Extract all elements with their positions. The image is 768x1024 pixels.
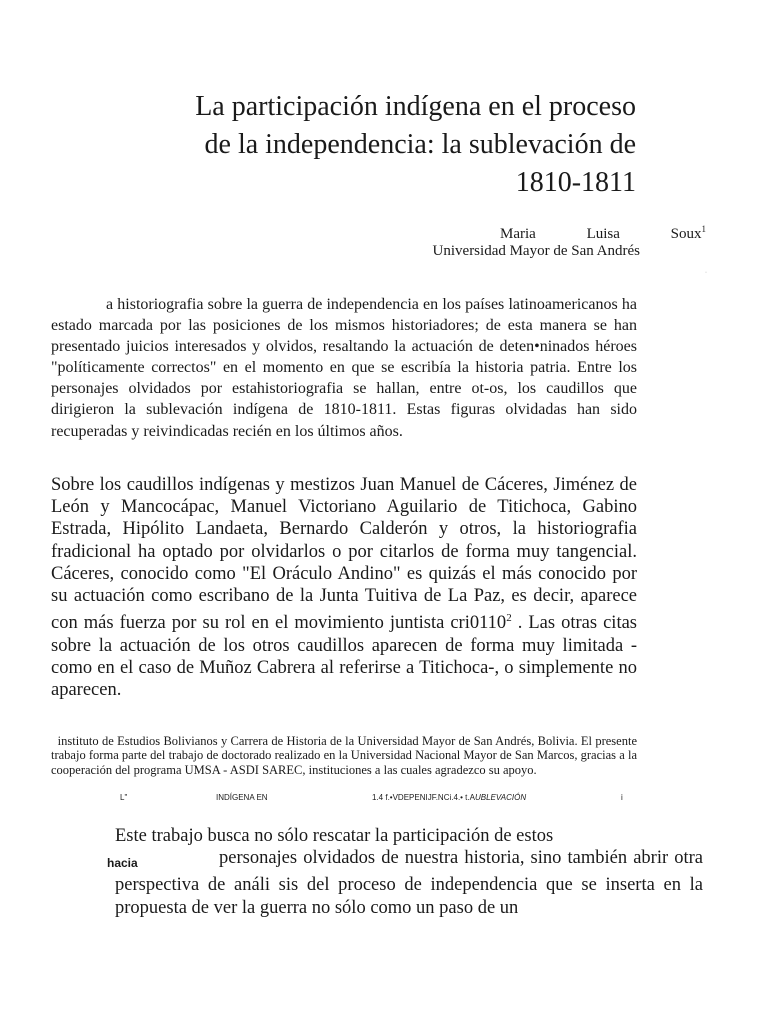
running-header-right-text: 1.4 f.•VDEPENIJF.NCi.4.• t.A bbox=[372, 793, 475, 802]
author-footnote-mark: 1 bbox=[701, 224, 706, 234]
footnote-text: instituto de Estudios Bolivianos y Carrera de Historia de la Universidad Mayor de San Andrés, Bolivia. El presente trabajo forma parte del trabajo de doctorado realizado en la Universidad Nacional Mayor de San Marcos, gracias a la cooperación del programa UMSA - ASDI SAREC, instituciones a las cuales agradezco su apoyo. bbox=[51, 734, 637, 777]
running-header-page: i bbox=[621, 793, 623, 802]
running-header-right bbox=[372, 793, 526, 802]
running-header-left: L" bbox=[120, 793, 128, 802]
title-line-1: La participación indígena en el proceso bbox=[195, 91, 636, 122]
running-header-middle: INDÍGENA EN bbox=[216, 793, 268, 802]
paragraph-1 bbox=[51, 294, 637, 442]
title-line-3: 1810-1811 bbox=[515, 167, 636, 198]
footnote-1 bbox=[51, 734, 637, 777]
article-title bbox=[50, 88, 636, 202]
paragraph-2-text-end: . Las otras citas sobre la actuación de los otros caudillos aparecen de forma muy limitada -como en el caso de Muñoz Cabrera al referirse a Titichoca-, o simplemente no aparecen. bbox=[51, 613, 637, 700]
title-line-2: de la independencia: la sublevación de bbox=[204, 129, 636, 160]
author-name bbox=[500, 224, 706, 243]
paragraph-3-text: personajes olvidados de nuestra historia, sino también abrir otra perspectiva de análi sis del proceso de independencia que se inserta en la propuesta de ver la guerra no sólo como un paso de un bbox=[115, 848, 703, 918]
paragraph-1-text: a historiografia sobre la guerra de independencia en los países latinoamericanos ha estado marcada por las posiciones de los mismos historiadores; de esta manera se han presentado juicios interesados y olvidos, resaltando la actuación de deten•ninados héroes "políticamente correctos" en el momento en que se escribía la historia patria. Entre los personajes olvidados por estahistoriografia se hallan, entre ot-os, los caudillos que dirigieron la sublevación indígena de 1810-1811. Estas figuras olvidadas han sido recuperadas y reivindicadas recién en los últimos años. bbox=[51, 296, 637, 440]
paragraph-3-line-1: Este trabajo busca no sólo rescatar la participación de estos bbox=[115, 826, 554, 846]
author-affiliation: Universidad Mayor de San Andrés bbox=[432, 243, 640, 259]
stray-mark: · bbox=[705, 270, 707, 276]
author-name-text: Maria Luisa Soux bbox=[500, 226, 702, 242]
paragraph-3 bbox=[107, 825, 703, 919]
margin-word-hacia: hacia bbox=[107, 856, 138, 871]
footnote-ref-2: 2 bbox=[506, 612, 512, 625]
paragraph-2-text: Sobre los caudillos indígenas y mestizos Juan Manuel de Cáceres, Jiménez de León y Mancocápac, Manuel Victoriano Aguilario de Titichoca, Gabino Estrada, Hipólito Landaeta, Bernardo Calderón y otros, la historiografia fradicional ha optado por olvidarlos o por citarlos de forma muy tangencial. Cáceres, conocido como "El Oráculo Andino" es quizás el más conocido por su actuación como escribano de la Junta Tuitiva de La Paz, es decir, aparece con más fuerza por su rol en el movimiento juntista cri0110 bbox=[51, 475, 637, 634]
paragraph-2 bbox=[51, 474, 637, 701]
running-header-italic: UBLEVACIÓN bbox=[474, 793, 527, 802]
